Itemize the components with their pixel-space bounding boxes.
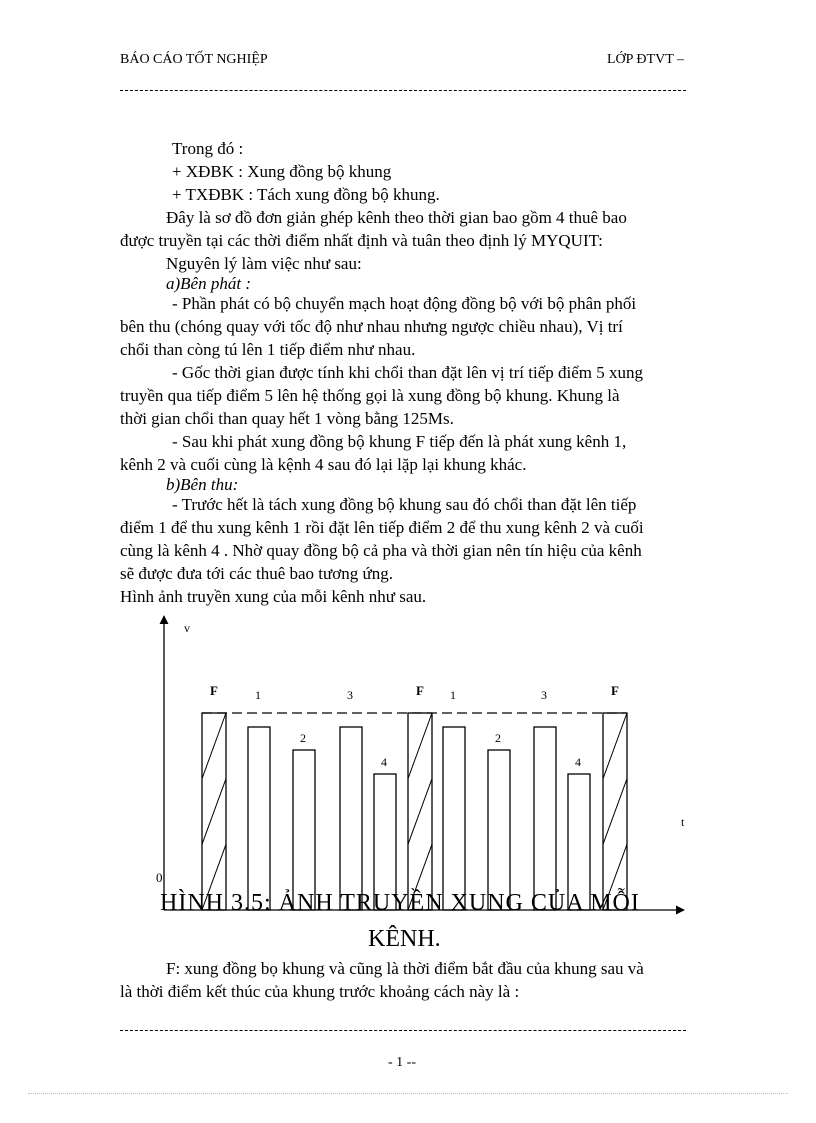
pulse-label: F <box>210 683 218 698</box>
text-line: - Phần phát có bộ chuyển mạch hoạt động đồng bộ với bộ phân phối <box>172 294 637 313</box>
pulse-label: F <box>416 683 424 698</box>
text-line: kênh 2 và cuối cùng là kệnh 4 sau đó lại lặp lại khung khác. <box>120 455 527 474</box>
text-line: + TXĐBK : Tách xung đồng bộ khung. <box>172 185 440 204</box>
text-line: điểm 1 để thu xung kênh 1 rồi đặt lên tiếp điểm 2 để thu xung kênh 2 và cuối <box>120 518 644 537</box>
pulse-label: 3 <box>347 688 353 702</box>
origin-label: 0 <box>156 870 163 885</box>
hatch-line <box>603 779 627 845</box>
pulse-label: 2 <box>300 731 306 745</box>
channel-pulse <box>534 727 556 910</box>
header-right: LỚP ĐTVT – <box>607 52 684 67</box>
pulse-label: 3 <box>541 688 547 702</box>
text-line: F: xung đồng bọ khung và cũng là thời điểm bắt đầu của khung sau và <box>166 959 644 978</box>
pulse-diagram <box>140 610 700 920</box>
channel-pulse <box>443 727 465 910</box>
hatch-line <box>408 713 432 779</box>
figure-caption-continued: KÊNH. <box>368 926 441 952</box>
text-line: - Sau khi phát xung đồng bộ khung F tiếp đến là phát xung kênh 1, <box>172 432 627 451</box>
hatch-line <box>202 779 226 845</box>
text-line: bên thu (chóng quay với tốc độ như nhau nhưng ngược chiều nhau), Vị trí <box>120 317 623 336</box>
text-line: cùng là kênh 4 . Nhờ quay đồng bộ cả pha và thời gian nên tín hiệu của kênh <box>120 541 642 560</box>
text-line: chổi than còng tú lên 1 tiếp điểm như nhau. <box>120 340 416 359</box>
footer-divider <box>120 1030 686 1031</box>
x-axis-label: t <box>681 815 685 829</box>
text-line: truyền qua tiếp điểm 5 lên hệ thống gọi là xung đồng bộ khung. Khung là <box>120 386 620 405</box>
text-line: + XĐBK : Xung đồng bộ khung <box>172 162 392 181</box>
text-line: thời gian chổi than quay hết 1 vòng bằng 125Ms. <box>120 409 454 428</box>
hatch-line <box>603 713 627 779</box>
text-line: sẽ được đưa tới các thuê bao tương ứng. <box>120 564 393 583</box>
text-line: được truyền tại các thời điểm nhất định và tuân theo định lý MYQUIT: <box>120 231 603 250</box>
page-number: - 1 -- <box>388 1055 416 1070</box>
text-line: Trong đó : <box>172 139 244 158</box>
channel-pulse <box>248 727 270 910</box>
pulse-label: 4 <box>575 755 581 769</box>
pulse-train <box>202 683 627 910</box>
text-line: Nguyên lý làm việc như sau: <box>166 254 362 273</box>
hatch-line <box>408 779 432 845</box>
hatch-line <box>202 713 226 779</box>
y-axis-label: v <box>184 621 190 635</box>
figure-caption: HÌNH 3.5: ẢNH TRUYỀN XUNG CỦA MỖI <box>160 890 640 916</box>
pulse-label: 1 <box>450 688 456 702</box>
channel-pulse <box>293 750 315 910</box>
header-left: BÁO CÁO TỐT NGHIỆP <box>120 52 268 67</box>
text-line: Đây là sơ đồ đơn giản ghép kênh theo thời gian bao gồm 4 thuê bao <box>166 208 627 227</box>
text-line: là thời điểm kết thúc của khung trước khoảng cách này là : <box>120 982 520 1001</box>
text-line: - Gốc thời gian được tính khi chổi than đặt lên vị trí tiếp điểm 5 xung <box>172 363 643 382</box>
section-heading: a)Bên phát : <box>166 274 251 293</box>
section-heading: b)Bên thu: <box>166 475 239 494</box>
channel-pulse <box>340 727 362 910</box>
text-line: - Trước hết là tách xung đồng bộ khung sau đó chổi than đặt lên tiếp <box>172 495 637 514</box>
pulse-label: 4 <box>381 755 387 769</box>
header-divider <box>120 90 686 91</box>
pulse-label: 2 <box>495 731 501 745</box>
text-line: Hình ảnh truyền xung của mỗi kênh như sau. <box>120 587 427 606</box>
channel-pulse <box>488 750 510 910</box>
page-edge <box>28 1093 788 1094</box>
pulse-label: F <box>611 683 619 698</box>
pulse-label: 1 <box>255 688 261 702</box>
